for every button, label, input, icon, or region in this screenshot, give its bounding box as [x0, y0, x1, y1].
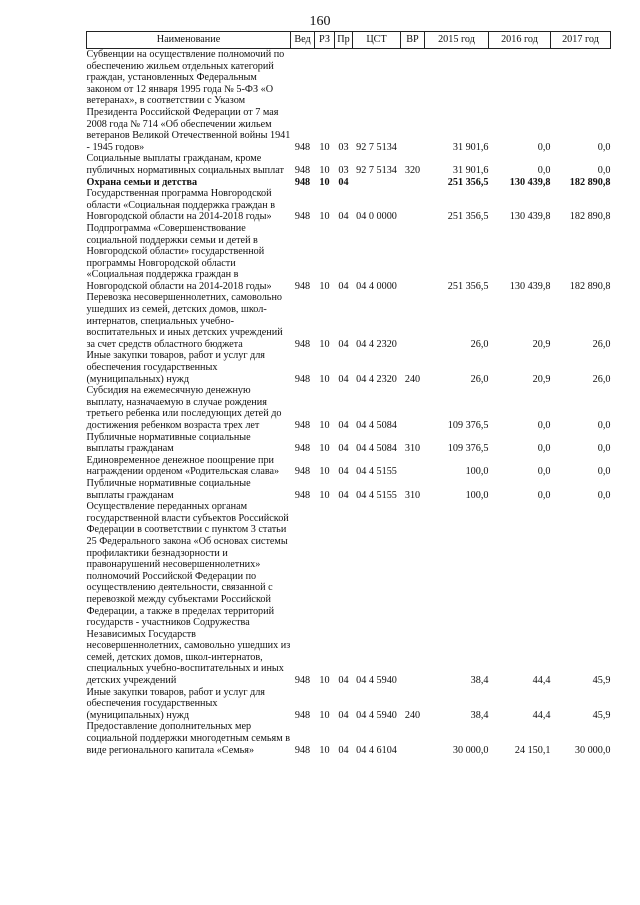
- cell-2015: 251 356,5: [447, 211, 489, 223]
- cell-2016: 0,0: [537, 466, 551, 478]
- cell-name: Публичные нормативные социальные выплаты гражданам: [86, 431, 251, 455]
- cell-cst: 04 4 5940: [356, 709, 397, 721]
- cell-vr: [401, 721, 425, 756]
- cell-name: Иные закупки товаров, работ и услуг для обеспечения государственных (муниципальных) нужд: [86, 350, 265, 385]
- cell-rz: 10: [319, 176, 330, 188]
- cell-rz: 10: [319, 211, 330, 223]
- cell-2016: 130 439,8: [509, 176, 551, 188]
- cell-vr: [401, 223, 425, 293]
- table-row: [87, 432, 611, 455]
- cell-2015: 109 376,5: [447, 443, 489, 455]
- cell-name: Субвенции на осуществление полномочий по обеспечению жильем отдельных категорий граждан, установленных Федеральным законом от 12 января 1995 года № 5-ФЗ «О ветеранах», в соответствии с Указом Президента Российской Федерации от 7 мая 2008 года № 714 «Об обеспечении жильем ветеранов Великой Отечественной войны 1941 - 1945 годов»: [86, 49, 291, 153]
- table-row: [87, 49, 611, 154]
- cell-pr: 04: [338, 176, 349, 188]
- cell-pr: 04: [338, 443, 349, 455]
- column-header-cst: ЦСТ: [353, 32, 401, 49]
- cell-vr: [401, 501, 425, 687]
- cell-rz: 10: [319, 744, 330, 756]
- cell-cst: 04 4 2320: [356, 338, 397, 350]
- cell-name: Предоставление дополнительных мер социальной поддержки многодетным семьям в виде регионального капитала «Семья»: [86, 721, 291, 756]
- cell-2015: 38,4: [470, 675, 489, 687]
- cell-pr: 04: [338, 280, 349, 292]
- cell-name: Осуществление переданных органам государственной власти субъектов Российской Федерации в соответствии с пунктом 3 статьи 25 Федерального закона «Об основах системы профилактики безнадзорности и правонарушений несовершеннолетних» полномочий Российской Федерации по осуществлению деятельности, связанной с перевозкой между субъектами Российской Федерации, а также в пределах территорий государств - участников Содружества Независимых Государств несовершеннолетних, самовольно ушедших из семей, детских домов, школ-интернатов, специальных учебно-воспитательных и иных детских учреждений: [86, 501, 291, 687]
- cell-vr: [401, 455, 425, 478]
- cell-ved: 948: [294, 443, 311, 455]
- cell-2017: 45,9: [592, 709, 611, 721]
- cell-2016: 0,0: [537, 443, 551, 455]
- table-row: [87, 188, 611, 223]
- cell-ved: 948: [294, 141, 311, 153]
- cell-2017: 0,0: [597, 141, 611, 153]
- cell-rz: 10: [319, 164, 330, 176]
- cell-ved: 948: [294, 466, 311, 478]
- cell-rz: 10: [319, 466, 330, 478]
- cell-pr: 04: [338, 709, 349, 721]
- cell-2015: 100,0: [465, 489, 489, 501]
- cell-name: Подпрограмма «Совершенствование социальной поддержки семьи и детей в Новгородской области» государственной программы Новгородской области «Социальная поддержка граждан в Новгородской области на 2014-2018 годы»: [86, 222, 272, 292]
- cell-ved: 948: [294, 675, 311, 687]
- column-header-2015: 2015 год: [425, 32, 489, 49]
- cell-2016: 20,9: [532, 373, 551, 385]
- cell-2017: 0,0: [597, 420, 611, 431]
- cell-2017: 0,0: [597, 489, 611, 501]
- cell-vr: 240: [404, 373, 421, 385]
- cell-cst: 04 4 6104: [356, 744, 397, 756]
- cell-cst: 92 7 5134: [356, 164, 397, 176]
- cell-2017: 30 000,0: [574, 744, 611, 756]
- column-header-2017: 2017 год: [551, 32, 611, 49]
- cell-cst: 04 4 2320: [356, 373, 397, 385]
- cell-pr: 04: [338, 744, 349, 756]
- table-row: [87, 721, 611, 756]
- column-header-rz: РЗ: [315, 32, 335, 49]
- cell-2017: 0,0: [597, 466, 611, 478]
- cell-2015: 109 376,5: [447, 420, 489, 431]
- cell-name: Единовременное денежное поощрение при награждении орденом «Родительская слава»: [86, 454, 280, 478]
- table-body: [87, 49, 611, 757]
- cell-rz: 10: [319, 675, 330, 687]
- cell-2016: 0,0: [537, 164, 551, 176]
- table-row: [87, 687, 611, 722]
- cell-ved: 948: [294, 176, 311, 188]
- cell-vr: 320: [404, 164, 421, 176]
- cell-2016: 44,4: [532, 709, 551, 721]
- column-header-name: Наименование: [87, 32, 291, 49]
- column-header-vr: ВР: [401, 32, 425, 49]
- cell-cst: 04 4 5084: [356, 443, 397, 455]
- cell-2015: 30 000,0: [452, 744, 489, 756]
- cell-pr: 04: [338, 466, 349, 478]
- table-row: [87, 350, 611, 385]
- cell-pr: 04: [338, 675, 349, 687]
- cell-pr: 04: [338, 211, 349, 223]
- cell-vr: 310: [404, 489, 421, 501]
- cell-2015: 100,0: [465, 466, 489, 478]
- cell-rz: 10: [319, 709, 330, 721]
- cell-2016: 0,0: [537, 489, 551, 501]
- cell-cst: 92 7 5134: [356, 141, 397, 153]
- cell-rz: 10: [319, 280, 330, 292]
- cell-name: Иные закупки товаров, работ и услуг для обеспечения государственных (муниципальных) нужд: [86, 686, 265, 721]
- table-row: [87, 455, 611, 478]
- cell-ved: 948: [294, 744, 311, 756]
- cell-vr: [401, 177, 425, 189]
- cell-rz: 10: [319, 443, 330, 455]
- cell-2015: 38,4: [470, 709, 489, 721]
- budget-table: [86, 31, 611, 756]
- cell-pr: 04: [338, 338, 349, 350]
- cell-2016: 0,0: [537, 141, 551, 153]
- cell-vr: [401, 292, 425, 350]
- cell-rz: 10: [319, 338, 330, 350]
- cell-ved: 948: [294, 420, 311, 431]
- cell-pr: 03: [338, 164, 349, 176]
- cell-vr: [401, 49, 425, 154]
- cell-vr: 240: [404, 709, 421, 721]
- cell-ved: 948: [294, 211, 311, 223]
- table-row: [87, 153, 611, 176]
- cell-pr: 03: [338, 141, 349, 153]
- cell-pr: 04: [338, 373, 349, 385]
- cell-name: Публичные нормативные социальные выплаты гражданам: [86, 477, 251, 501]
- cell-2017: 0,0: [597, 443, 611, 455]
- cell-2016: 24 150,1: [514, 744, 551, 756]
- table-row: [87, 223, 611, 293]
- cell-rz: 10: [319, 420, 330, 431]
- cell-2015: 251 356,5: [447, 280, 489, 292]
- cell-rz: 10: [319, 373, 330, 385]
- cell-cst: 04 4 5155: [356, 489, 397, 501]
- cell-2015: 251 356,5: [447, 176, 489, 188]
- table-header-row: [87, 32, 611, 49]
- cell-2017: 26,0: [592, 338, 611, 350]
- cell-2015: 31 901,6: [452, 164, 489, 176]
- column-header-2016: 2016 год: [489, 32, 551, 49]
- cell-name: Перевозка несовершеннолетних, самовольно ушедших из семей, детских домов, школ-интернатов, специальных учебно-воспитательных и иных детских учреждений за счет средств областного бюджета: [86, 292, 283, 350]
- cell-2016: 130 439,8: [509, 211, 551, 223]
- cell-name: Социальные выплаты гражданам, кроме публичных нормативных социальных выплат: [86, 153, 284, 176]
- cell-ved: 948: [294, 338, 311, 350]
- cell-vr: 310: [404, 443, 421, 455]
- cell-2015: 31 901,6: [452, 141, 489, 153]
- cell-rz: 10: [319, 141, 330, 153]
- cell-ved: 948: [294, 489, 311, 501]
- cell-rz: 10: [319, 489, 330, 501]
- cell-2016: 44,4: [532, 675, 551, 687]
- page-number: 160: [309, 14, 331, 29]
- cell-pr: 04: [338, 489, 349, 501]
- cell-name: Субсидия на ежемесячную денежную выплату, назначаемую в случае рождения третьего ребенка или последующих детей до достижения ребенком возраста трех лет: [86, 385, 282, 431]
- cell-cst: 04 4 5084: [356, 420, 397, 431]
- cell-name: Государственная программа Новгородской области «Социальная поддержка граждан в Новгородской области на 2014-2018 годы»: [86, 188, 276, 223]
- table-row: [87, 177, 611, 189]
- table-row: [87, 501, 611, 687]
- cell-2017: 26,0: [592, 373, 611, 385]
- cell-2017: 0,0: [597, 164, 611, 176]
- cell-cst: 04 4 5155: [356, 466, 397, 478]
- cell-name: Охрана семьи и детства: [86, 176, 198, 188]
- cell-cst: 04 4 5940: [356, 675, 397, 687]
- cell-cst: [353, 177, 401, 189]
- cell-2016: 130 439,8: [509, 280, 551, 292]
- cell-vr: [401, 385, 425, 431]
- column-header-ved: Вед: [291, 32, 315, 49]
- cell-vr: [401, 188, 425, 223]
- cell-2017: 182 890,8: [569, 280, 611, 292]
- cell-2016: 0,0: [537, 420, 551, 431]
- cell-pr: 04: [338, 420, 349, 431]
- cell-2017: 182 890,8: [569, 176, 611, 188]
- cell-ved: 948: [294, 280, 311, 292]
- cell-2017: 182 890,8: [569, 211, 611, 223]
- cell-2016: 20,9: [532, 338, 551, 350]
- cell-2015: 26,0: [470, 338, 489, 350]
- cell-cst: 04 4 0000: [356, 280, 397, 292]
- column-header-pr: Пр: [335, 32, 353, 49]
- cell-ved: 948: [294, 164, 311, 176]
- cell-2017: 45,9: [592, 675, 611, 687]
- table-row: [87, 478, 611, 501]
- cell-cst: 04 0 0000: [356, 211, 397, 223]
- cell-ved: 948: [294, 373, 311, 385]
- cell-ved: 948: [294, 709, 311, 721]
- cell-2015: 26,0: [470, 373, 489, 385]
- table-row: [87, 292, 611, 350]
- table-row: [87, 385, 611, 431]
